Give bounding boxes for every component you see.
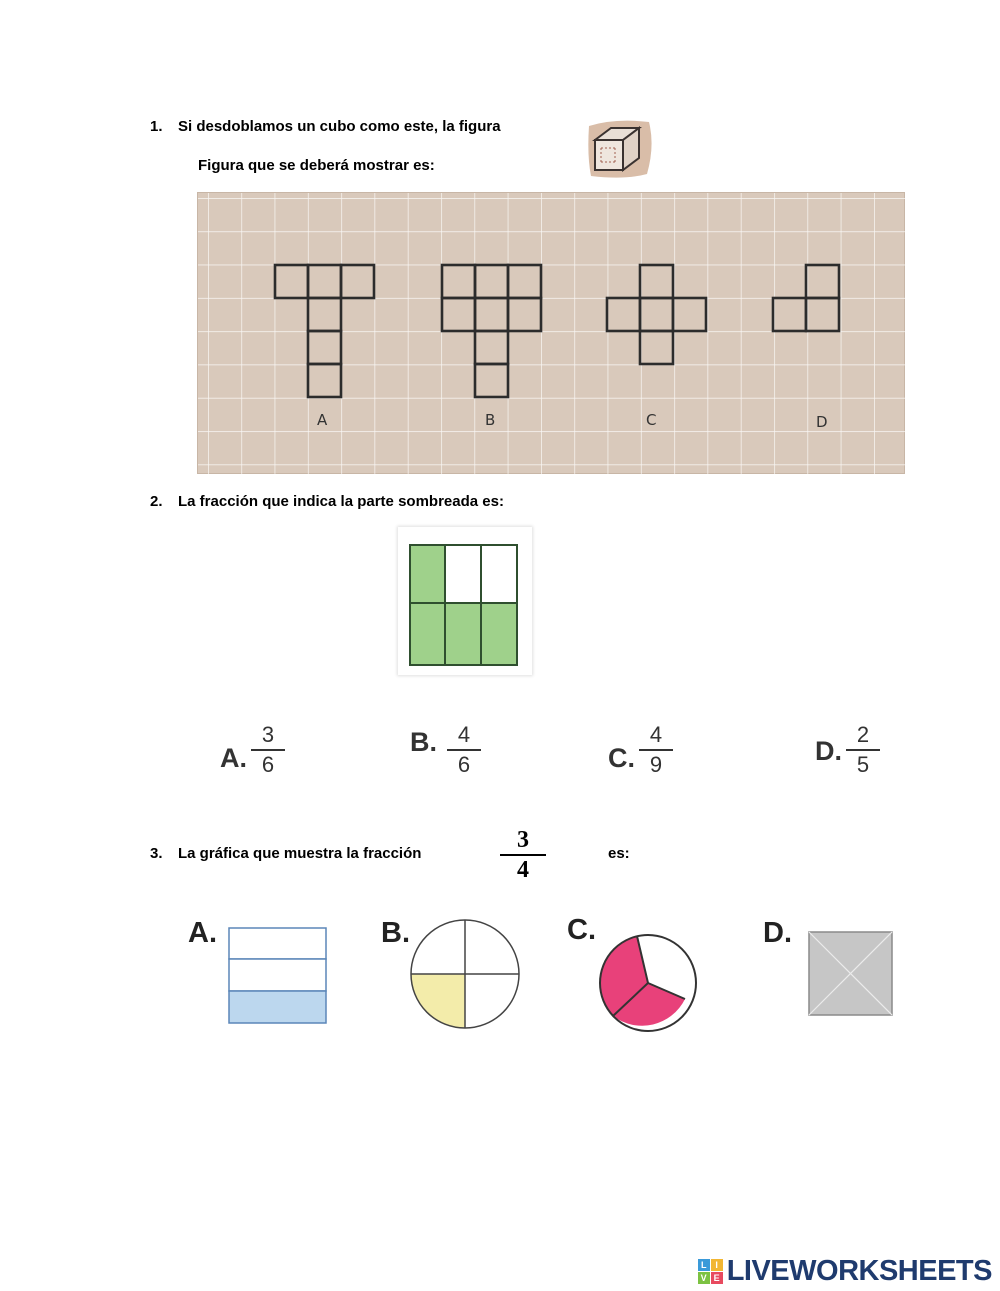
cell-r2-c3: [481, 603, 517, 665]
option-2a-denominator: 6: [261, 752, 275, 777]
cell-r1-c1: [410, 545, 445, 603]
question-2-text: La fracción que indica la parte sombreada es:: [178, 493, 504, 510]
net-label-c: C: [646, 411, 657, 429]
option-2b-numerator: 4: [457, 722, 471, 747]
option-2b-letter: B.: [410, 726, 437, 757]
fraction-figure: [398, 527, 532, 675]
question-1-subtext: Figura que se deberá mostrar es:: [198, 157, 435, 174]
option-3c-letter: C.: [567, 914, 596, 946]
net-label-b: B: [485, 411, 496, 429]
net-label-d: D: [816, 413, 828, 431]
option-3d-graphic[interactable]: [807, 930, 895, 1023]
cube-image: [585, 116, 657, 182]
question-2-number: 2.: [150, 493, 163, 510]
question-3-suffix: es:: [608, 845, 630, 862]
option-2a-fraction: [251, 723, 285, 777]
liveworksheets-logo: [698, 1255, 992, 1288]
option-2c-fraction: [639, 723, 673, 777]
question-2: [150, 493, 504, 510]
logo-badge: [698, 1259, 723, 1284]
logo-badge-i: I: [711, 1259, 723, 1271]
question-1-text: Si desdoblamos un cubo como este, la figura: [178, 118, 501, 135]
option-2d[interactable]: [815, 723, 880, 777]
option-3b-letter: B.: [381, 917, 410, 949]
question-3-fraction: [498, 829, 548, 881]
option-2d-numerator: 2: [856, 722, 870, 747]
option-2b-fraction: [447, 723, 481, 777]
option-3c-graphic[interactable]: [597, 932, 699, 1039]
logo-badge-e: E: [711, 1272, 723, 1284]
logo-badge-v: V: [698, 1272, 710, 1284]
net-label-a: A: [317, 411, 328, 429]
option-2a-letter: A.: [220, 742, 247, 773]
grid-paper: [197, 192, 905, 474]
option-3a-letter: A.: [188, 917, 217, 949]
option-2d-denominator: 5: [856, 752, 870, 777]
cell-r1-c2: [445, 545, 481, 603]
option-3b-graphic[interactable]: [409, 918, 521, 1035]
option-2b-denominator: 6: [457, 752, 471, 777]
cell-r2-c1: [410, 603, 445, 665]
cell-r1-c3: [481, 545, 517, 603]
question-1-number: 1.: [150, 118, 163, 135]
option-2a[interactable]: [220, 723, 285, 777]
question-3-denominator: 4: [517, 857, 529, 883]
question-1: [150, 118, 501, 135]
option-3d-letter: D.: [763, 917, 792, 949]
option-2c-numerator: 4: [649, 722, 663, 747]
option-2c-denominator: 9: [649, 752, 663, 777]
option-2d-letter: D.: [815, 735, 842, 766]
question-3-numerator: 3: [517, 827, 529, 853]
option-2c[interactable]: [608, 723, 673, 777]
option-2c-letter: C.: [608, 742, 635, 773]
question-3: [150, 845, 421, 862]
question-3-text: La gráfica que muestra la fracción: [178, 845, 422, 862]
logo-badge-l: L: [698, 1259, 710, 1271]
option-2b[interactable]: [410, 723, 481, 777]
option-2d-fraction: [846, 723, 880, 777]
logo-text: LIVEWORKSHEETS: [726, 1255, 992, 1287]
cell-r2-c2: [445, 603, 481, 665]
option-2a-numerator: 3: [261, 722, 275, 747]
question-3-number: 3.: [150, 845, 163, 862]
option-3a-graphic[interactable]: [228, 926, 328, 1031]
